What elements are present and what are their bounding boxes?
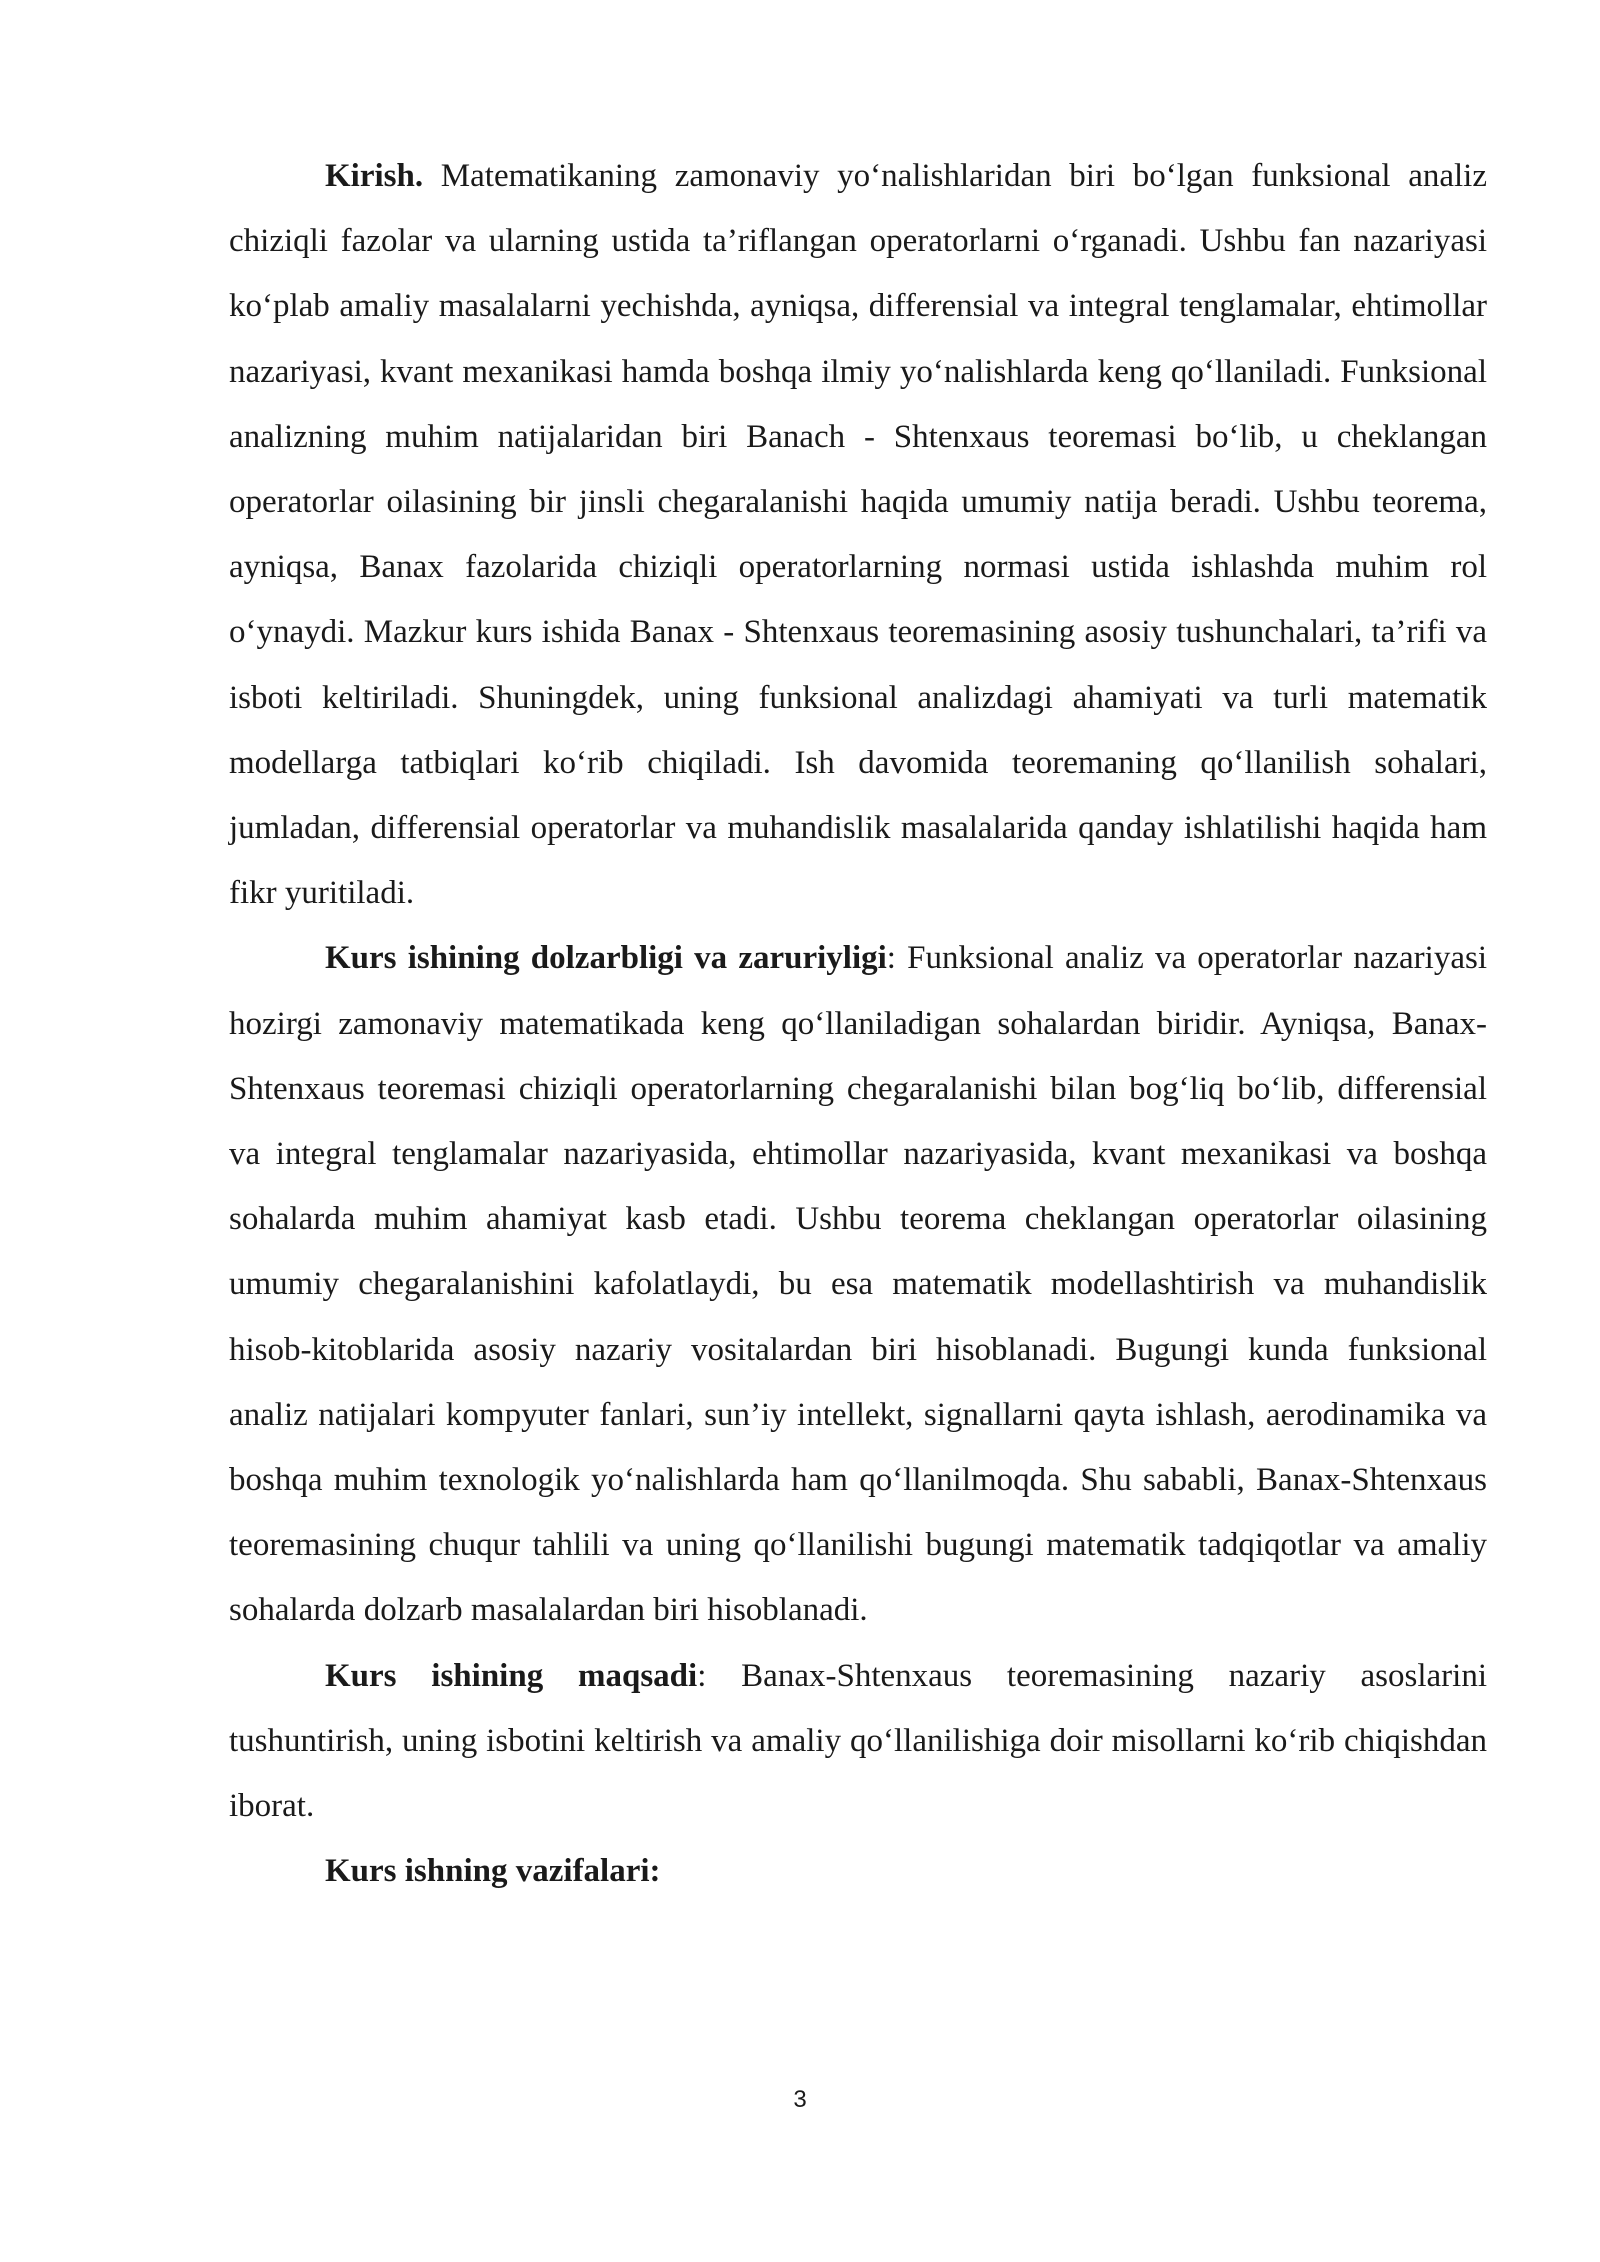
heading-tasks: Kurs ishning vazifalari:: [325, 1853, 661, 1890]
page-number: 3: [793, 2086, 807, 2113]
paragraph-tasks: [229, 1839, 1487, 1904]
heading-goal: Kurs ishining maqsadi: [325, 1657, 698, 1694]
separator-introduction: [423, 158, 441, 194]
paragraph-goal: [229, 1644, 1487, 1840]
document-body: [229, 144, 1487, 1904]
separator-relevance: :: [886, 940, 908, 977]
heading-introduction: Kirish.: [325, 158, 424, 194]
text-introduction: Matematikaning zamonaviy yo‘nalishlaridan biri bo‘lgan funksional analiz chiziqli fazolar va ularning ustida ta’riflangan operatorlarni o‘rganadi. Ushbu fan nazariyasi ko‘plab amaliy masalalarni yechishda, ayniqsa, differensial va integral tenglamalar, ehtimollar nazariyasi, kvant mexanikasi hamda boshqa ilmiy yo‘nalishlarda keng qo‘llaniladi. Funksional analizning muhim natijalaridan biri Banach - Shtenxaus teoremasi bo‘lib, u cheklangan operatorlar oilasining bir jinsli chegaralanishi haqida umumiy natija beradi. Ushbu teorema, ayniqsa, Banax fazolarida chiziqli operatorlarning normasi ustida ishlashda muhim rol o‘ynaydi. Mazkur kurs ishida Banax - Shtenxaus teoremasining asosiy tushunchalari, ta’rifi va isboti keltiriladi. Shuningdek, uning funksional analizdagi ahamiyati va turli matematik modellarga tatbiqlari ko‘rib chiqiladi. Ish davomida teoremaning qo‘llanilish sohalari, jumladan, differensial operatorlar va muhandislik masalalarida qanday ishlatilishi haqida ham fikr yuritiladi.: [229, 158, 1487, 912]
paragraph-relevance: [229, 926, 1487, 1643]
heading-relevance: Kurs ishining dolzarbligi va zaruriyligi: [325, 940, 887, 977]
text-goal: Banax-Shtenxaus teoremasining nazariy asoslarini tushuntirish, uning isbotini keltirish va amaliy qo‘llanilishiga doir misollarni ko‘rib chiqishdan iborat.: [229, 1657, 1488, 1825]
text-relevance: Funksional analiz va operatorlar nazariyasi hozirgi zamonaviy matematikada keng qo‘llaniladigan sohalardan biridir. Ayniqsa, Banax-Shtenxaus teoremasi chiziqli operatorlarning chegaralanishi bilan bog‘liq bo‘lib, differensial va integral tenglamalar nazariyasida, ehtimollar nazariyasida, kvant mexanikasi va boshqa sohalarda muhim ahamiyat kasb etadi. Ushbu teorema cheklangan operatorlar oilasining umumiy chegaralanishini kafolatlaydi, bu esa matematik modellashtirish va muhandislik hisob-kitoblarida asosiy nazariy vositalardan biri hisoblanadi. Bugungi kunda funksional analiz natijalari kompyuter fanlari, sun’iy intellekt, signallarni qayta ishlash, aerodinamika va boshqa muhim texnologik yo‘nalishlarda ham qo‘llanilmoqda. Shu sababli, Banax-Shtenxaus teoremasining chuqur tahlili va uning qo‘llanilishi bugungi matematik tadqiqotlar va amaliy sohalarda dolzarb masalalardan biri hisoblanadi.: [229, 940, 1487, 1629]
separator-goal: :: [697, 1657, 742, 1694]
paragraph-introduction: [229, 144, 1487, 926]
